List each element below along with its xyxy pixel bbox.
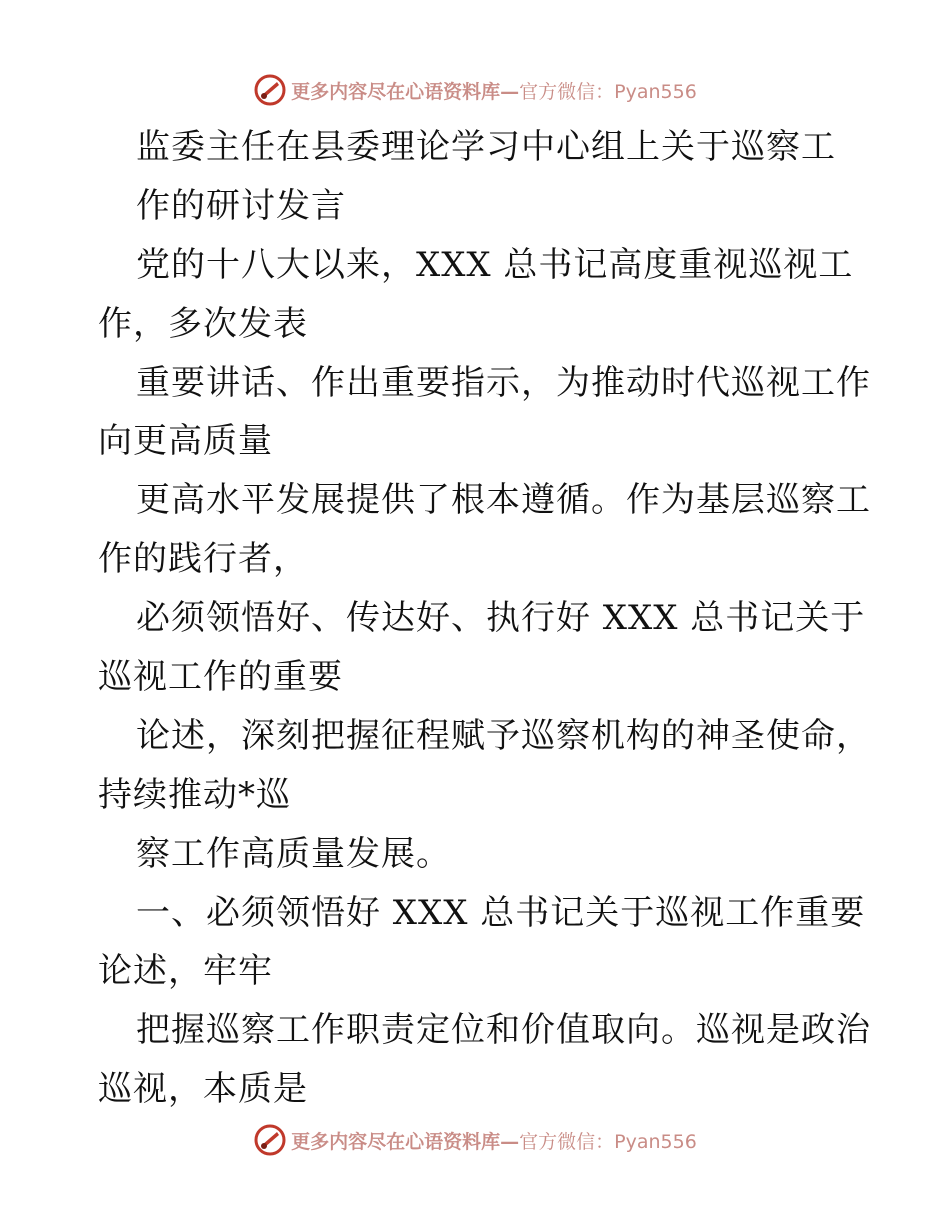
body-text-line: 巡视工作的重要	[98, 657, 343, 698]
document-body	[98, 118, 888, 1119]
body-text-line: 必须领悟好、传达好、执行好 XXX 总书记关于	[136, 598, 866, 639]
body-text-line: 向更高质量	[98, 421, 273, 462]
body-text-line: 论述，深刻把握征程赋予巡察机构的神圣使命，	[136, 715, 871, 756]
body-text-line: 重要讲话、作出重要指示，为推动时代巡视工作	[136, 362, 871, 403]
logo-icon	[253, 73, 287, 107]
banner-text: 更多内容尽在心语资料库—官方微信：Pyan556	[291, 1130, 697, 1153]
body-text-line: 作，多次发表	[98, 303, 308, 344]
body-text-line: 一、必须领悟好 XXX 总书记关于巡视工作重要	[136, 892, 866, 933]
body-text-line: 察工作高质量发展。	[136, 833, 451, 874]
footer-banner	[0, 1120, 950, 1160]
body-text-line: 把握巡察工作职责定位和价值取向。巡视是政治	[136, 1010, 871, 1051]
body-text-line: 作的研讨发言	[136, 185, 346, 226]
body-text-line: 作的践行者，	[98, 539, 308, 580]
body-text-line: 更高水平发展提供了根本遵循。作为基层巡察工	[136, 480, 871, 521]
body-text-line: 巡视，本质是	[98, 1069, 308, 1110]
banner-text: 更多内容尽在心语资料库—官方微信：Pyan556	[291, 80, 697, 103]
body-text-line: 论述，牢牢	[98, 951, 273, 992]
logo-icon	[253, 1123, 287, 1157]
header-banner	[0, 70, 950, 110]
body-text-line: 监委主任在县委理论学习中心组上关于巡察工	[136, 127, 836, 167]
body-text-line: 持续推动*巡	[98, 774, 291, 815]
body-text-line: 党的十八大以来，XXX 总书记高度重视巡视工	[136, 244, 854, 285]
